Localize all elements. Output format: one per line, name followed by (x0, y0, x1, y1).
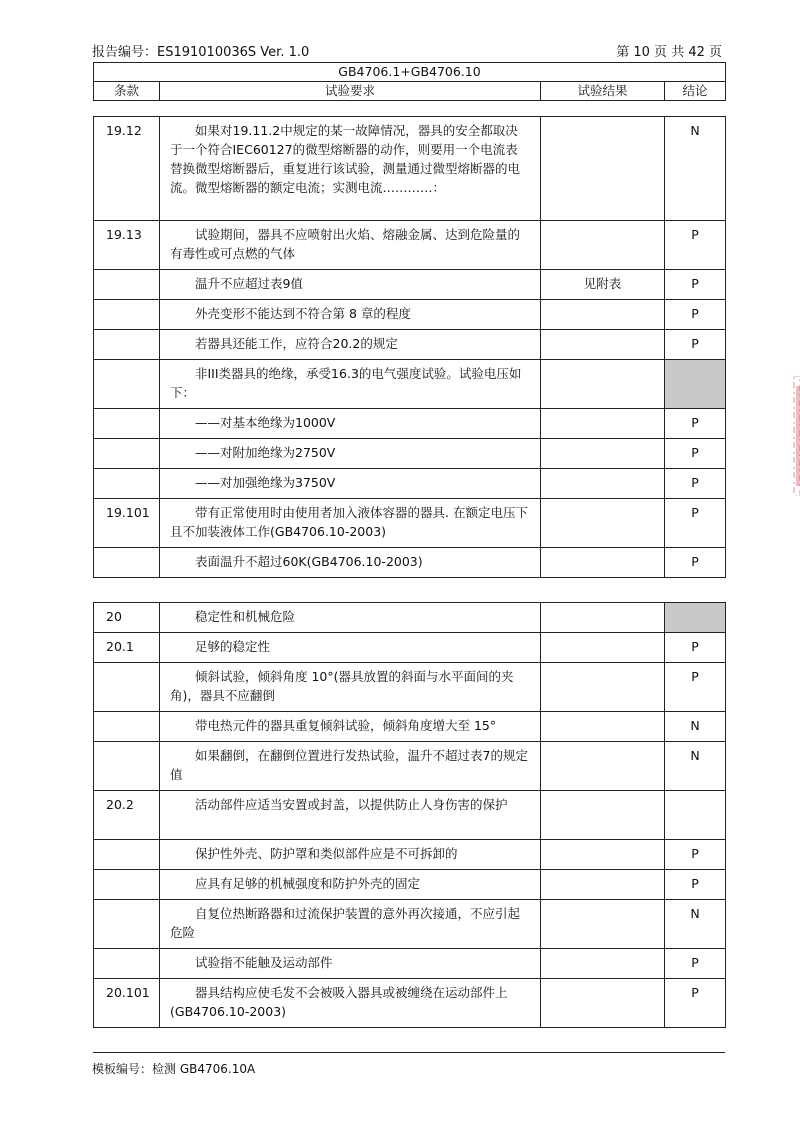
result-cell (541, 870, 665, 900)
verdict-cell: P (665, 840, 726, 870)
requirement-cell: 足够的稳定性 (160, 633, 541, 663)
table-row (94, 633, 726, 663)
clause-cell: 20.2 (94, 791, 160, 840)
result-cell (541, 949, 665, 979)
table-row (94, 979, 726, 1028)
requirement-cell: 如果对19.11.2中规定的某一故障情况，器具的安全都取决于一个符合IEC60127的微型熔断器的动作，则要用一个电流表替换微型熔断器后，重复进行该试验，测量通过微型熔断器的电流。微型熔断器的额定电流；实测电流…………： (160, 117, 541, 221)
verdict-cell: P (665, 663, 726, 712)
clause-cell: 19.12 (94, 117, 160, 221)
requirement-cell: 表面温升不超过60K(GB4706.10-2003) (160, 548, 541, 578)
report-number: 报告编号：ES191010036S Ver. 1.0 (92, 44, 310, 60)
clause-cell (94, 469, 160, 499)
standard-title: GB4706.1+GB4706.10 (94, 63, 726, 82)
table-row (94, 300, 726, 330)
verdict-cell: N (665, 712, 726, 742)
requirement-cell: 非III类器具的绝缘，承受16.3的电气强度试验。试验电压如下： (160, 360, 541, 409)
clause-cell (94, 742, 160, 791)
requirement-cell: 保护性外壳、防护罩和类似部件应是不可拆卸的 (160, 840, 541, 870)
requirement-cell: 温升不应超过表9值 (160, 270, 541, 300)
table-row (94, 117, 726, 221)
table-row (94, 221, 726, 270)
requirement-cell: 试验期间，器具不应喷射出火焰、熔融金属、达到危险量的有毒性或可点燃的气体 (160, 221, 541, 270)
verdict-cell: P (665, 409, 726, 439)
table-row (94, 663, 726, 712)
clause-cell (94, 409, 160, 439)
clause-cell (94, 663, 160, 712)
verdict-cell: N (665, 900, 726, 949)
result-cell (541, 840, 665, 870)
verdict-cell: P (665, 469, 726, 499)
table-row (94, 949, 726, 979)
clause-cell (94, 439, 160, 469)
requirement-cell: ——对基本绝缘为1000V (160, 409, 541, 439)
result-cell (541, 409, 665, 439)
verdict-cell: P (665, 633, 726, 663)
requirement-cell: 如果翻倒，在翻倒位置进行发热试验，温升不超过表7的规定值 (160, 742, 541, 791)
table-row (94, 360, 726, 409)
result-cell (541, 633, 665, 663)
clause-cell: 20.101 (94, 979, 160, 1028)
clause-cell (94, 330, 160, 360)
result-cell (541, 742, 665, 791)
result-cell (541, 548, 665, 578)
template-number: 模板编号：检测 GB4706.10A (92, 1062, 256, 1076)
footer-divider (93, 1052, 725, 1053)
verdict-cell: P (665, 979, 726, 1028)
clause-cell (94, 712, 160, 742)
table-row (94, 469, 726, 499)
col-requirement-header: 试验要求 (160, 82, 541, 101)
table-row (94, 840, 726, 870)
result-cell (541, 300, 665, 330)
requirement-cell: 带电热元件的器具重复倾斜试验，倾斜角度增大至 15° (160, 712, 541, 742)
verdict-cell: P (665, 330, 726, 360)
table-row (94, 712, 726, 742)
clause-cell (94, 840, 160, 870)
clause-cell (94, 548, 160, 578)
table-row (94, 499, 726, 548)
result-cell: 见附表 (541, 270, 665, 300)
clause-cell (94, 949, 160, 979)
table-row (94, 270, 726, 300)
result-cell (541, 439, 665, 469)
table-row (94, 603, 726, 633)
verdict-cell: N (665, 742, 726, 791)
page-header (92, 40, 722, 60)
table-row (94, 870, 726, 900)
col-clause-header: 条款 (94, 82, 160, 101)
clause-cell (94, 300, 160, 330)
verdict-cell (665, 603, 726, 633)
requirement-cell: 试验指不能触及运动部件 (160, 949, 541, 979)
clause-cell (94, 900, 160, 949)
verdict-cell (665, 791, 726, 840)
stamp-edge (791, 376, 800, 496)
requirement-cell: 自复位热断路器和过流保护装置的意外再次接通，不应引起危险 (160, 900, 541, 949)
result-cell (541, 603, 665, 633)
table-row (94, 742, 726, 791)
clause-20-table (93, 602, 726, 1028)
col-verdict-header: 结论 (665, 82, 726, 101)
requirement-cell: 应具有足够的机械强度和防护外壳的固定 (160, 870, 541, 900)
verdict-cell: P (665, 221, 726, 270)
clause-cell: 19.101 (94, 499, 160, 548)
result-cell (541, 221, 665, 270)
verdict-cell: P (665, 439, 726, 469)
verdict-cell (665, 360, 726, 409)
verdict-cell: P (665, 300, 726, 330)
table-row (94, 409, 726, 439)
table-row (94, 439, 726, 469)
result-cell (541, 360, 665, 409)
requirement-cell: ——对加强绝缘为3750V (160, 469, 541, 499)
result-cell (541, 663, 665, 712)
result-cell (541, 330, 665, 360)
page-number: 第 10 页 共 42 页 (616, 44, 722, 60)
table-row (94, 330, 726, 360)
table-row (94, 548, 726, 578)
requirement-cell: 活动部件应适当安置或封盖，以提供防止人身伤害的保护 (160, 791, 541, 840)
clause-cell: 19.13 (94, 221, 160, 270)
clause-cell (94, 270, 160, 300)
result-cell (541, 979, 665, 1028)
result-cell (541, 791, 665, 840)
table-row (94, 791, 726, 840)
verdict-cell: P (665, 548, 726, 578)
result-cell (541, 117, 665, 221)
column-header-table (93, 62, 726, 101)
verdict-cell: P (665, 870, 726, 900)
table-row (94, 900, 726, 949)
requirement-cell: ——对附加绝缘为2750V (160, 439, 541, 469)
clause-cell (94, 870, 160, 900)
requirement-cell: 稳定性和机械危险 (160, 603, 541, 633)
clause-cell: 20 (94, 603, 160, 633)
verdict-cell: P (665, 499, 726, 548)
requirement-cell: 带有正常使用时由使用者加入液体容器的器具. 在额定电压下且不加装液体工作(GB4706.10-2003) (160, 499, 541, 548)
requirement-cell: 倾斜试验，倾斜角度 10°(器具放置的斜面与水平面间的夹角)，器具不应翻倒 (160, 663, 541, 712)
col-result-header: 试验结果 (541, 82, 665, 101)
requirement-cell: 器具结构应使毛发不会被吸入器具或被缠绕在运动部件上(GB4706.10-2003) (160, 979, 541, 1028)
result-cell (541, 712, 665, 742)
result-cell (541, 900, 665, 949)
result-cell (541, 469, 665, 499)
requirement-cell: 外壳变形不能达到不符合第 8 章的程度 (160, 300, 541, 330)
clause-cell: 20.1 (94, 633, 160, 663)
verdict-cell: N (665, 117, 726, 221)
verdict-cell: P (665, 949, 726, 979)
clause-cell (94, 360, 160, 409)
requirement-cell: 若器具还能工作，应符合20.2的规定 (160, 330, 541, 360)
verdict-cell: P (665, 270, 726, 300)
clause-19-table (93, 116, 726, 578)
result-cell (541, 499, 665, 548)
